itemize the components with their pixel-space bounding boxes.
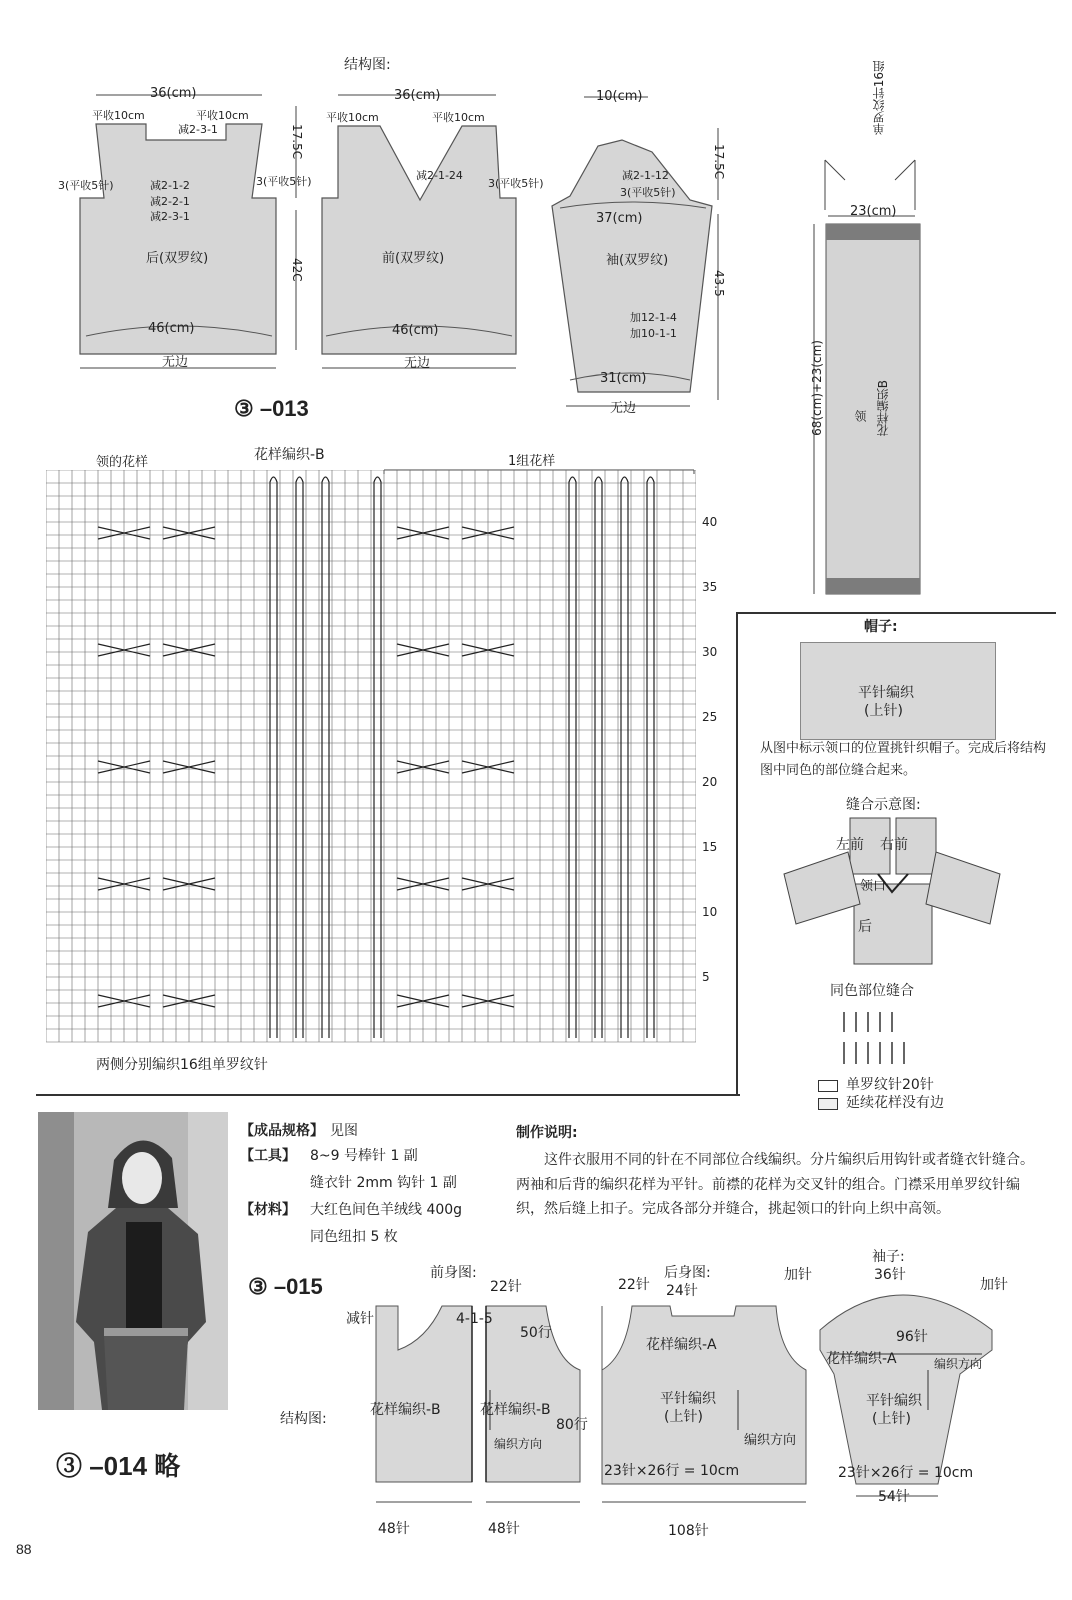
front015-bottom-right: 48针 bbox=[488, 1521, 520, 1537]
seam-diagram-title: 缝合示意图: bbox=[846, 797, 921, 813]
back-neck-dec: 减2-3-1 bbox=[178, 123, 218, 136]
chart-row-number: 35 bbox=[702, 580, 718, 594]
front015-dec-detail: 4-1-5 bbox=[456, 1311, 493, 1327]
seam-back-label: 后 bbox=[858, 919, 872, 935]
seam-left-sleeve bbox=[784, 852, 860, 924]
size-label: 【成品规格】 bbox=[240, 1123, 324, 1139]
back-armhole-height: 17.5C bbox=[290, 124, 304, 160]
back-piece-shape bbox=[80, 124, 276, 354]
collar-label-1: 领 bbox=[853, 410, 867, 422]
model-photo bbox=[38, 1112, 228, 1410]
sleeve-underarm: 3(平收5针) bbox=[620, 186, 676, 199]
back015-top-left: 22针 bbox=[618, 1277, 650, 1293]
sleeve-inc2: 加10-1-1 bbox=[630, 327, 677, 340]
back-edge: 无边 bbox=[162, 355, 189, 370]
sleeve015-plain-2: (上针) bbox=[872, 1411, 911, 1427]
seam-right-front-label: 右前 bbox=[880, 837, 908, 853]
front015-title: 前身图: bbox=[430, 1265, 477, 1281]
structure-label-015: 结构图: bbox=[280, 1411, 327, 1427]
sleeve-label: 袖(双罗纹) bbox=[606, 253, 669, 268]
instructions-title: 制作说明: bbox=[516, 1125, 578, 1141]
back-label: 后(双罗纹) bbox=[146, 251, 209, 266]
material-value-2: 同色纽扣 5 枚 bbox=[310, 1229, 398, 1245]
back-bottom-width: 46(cm) bbox=[148, 321, 195, 336]
section-divider-vertical bbox=[736, 612, 738, 1096]
sleeve015-width: 96针 bbox=[896, 1329, 928, 1345]
collar-width: 23(cm) bbox=[850, 204, 897, 219]
front015-bottom-left: 48针 bbox=[378, 1521, 410, 1537]
back015-plain-1: 平针编织 bbox=[660, 1391, 716, 1407]
front015-height: 80行 bbox=[556, 1417, 588, 1433]
seam-neckline-label: 领口 bbox=[860, 879, 887, 894]
chart-right-label: 1组花样 bbox=[508, 454, 556, 469]
back015-bottom: 108针 bbox=[668, 1523, 709, 1539]
chart-row-number: 20 bbox=[702, 775, 718, 789]
collar-note: 单罗纹针16组 bbox=[872, 60, 886, 136]
stitch-chart-grid bbox=[46, 470, 696, 1050]
sleeve015-bottom: 54针 bbox=[878, 1489, 910, 1505]
back015-top: 24针 bbox=[666, 1283, 698, 1299]
collar-label-2: 花样编织B bbox=[876, 380, 890, 437]
sleeve015-top: 36针 bbox=[874, 1267, 906, 1283]
size-value: 见图 bbox=[330, 1123, 358, 1139]
back015-pattern: 花样编织-A bbox=[646, 1337, 717, 1353]
structure-title-013: 结构图: bbox=[344, 57, 391, 73]
legend-box-2 bbox=[818, 1098, 838, 1110]
back-dec1: 减2-1-2 bbox=[150, 179, 190, 192]
front015-right-label: 花样编织-B bbox=[480, 1402, 551, 1418]
chart-left-label: 领的花样 bbox=[96, 455, 149, 470]
sleeve015-direction: 编织方向 bbox=[934, 1357, 983, 1371]
front-top-width: 36(cm) bbox=[394, 88, 441, 103]
pattern-code-014: ③ –014 略 bbox=[56, 1451, 181, 1481]
front015-dec-label: 减针 bbox=[346, 1311, 374, 1327]
front015-rows: 50行 bbox=[520, 1325, 552, 1341]
back-underarm: 3(平收5针) bbox=[58, 179, 114, 192]
sleeve-top-width: 10(cm) bbox=[596, 89, 643, 104]
sleeve-015-shape bbox=[820, 1295, 992, 1484]
model-figure bbox=[38, 1112, 228, 1410]
front-edge: 无边 bbox=[404, 356, 431, 371]
seam-right-sleeve bbox=[926, 852, 1000, 924]
seam-diagram bbox=[778, 812, 1008, 972]
legend-box-1 bbox=[818, 1080, 838, 1092]
same-color-marks bbox=[840, 1008, 920, 1068]
back-dec3: 减2-3-1 bbox=[150, 210, 190, 223]
material-label: 【材料】 bbox=[240, 1202, 296, 1218]
chart-title: 花样编织-B bbox=[254, 447, 325, 463]
chart-bottom-note: 两侧分别编织16组单罗纹针 bbox=[96, 1057, 268, 1073]
sleeve015-pattern: 花样编织-A bbox=[826, 1351, 897, 1367]
sleeve015-plain-1: 平针编织 bbox=[866, 1393, 922, 1409]
sleeve-width: 37(cm) bbox=[596, 211, 643, 226]
front015-top: 22针 bbox=[490, 1279, 522, 1295]
sleeve015-gauge: 23针×26行 = 10cm bbox=[838, 1465, 974, 1481]
back-dec2: 减2-2-1 bbox=[150, 195, 190, 208]
hood-panel-label-1: 平针编织 bbox=[858, 685, 914, 701]
back-bind-off-right: 平收10cm bbox=[196, 109, 249, 122]
material-value-1: 大红色间色羊绒线 400g bbox=[310, 1202, 463, 1218]
back-bind-off-left: 平收10cm bbox=[92, 109, 145, 122]
page-number: 88 bbox=[16, 1541, 32, 1557]
chart-row-number: 5 bbox=[702, 970, 710, 984]
structure-diagram-013 bbox=[0, 0, 760, 420]
tools-label: 【工具】 bbox=[240, 1148, 296, 1164]
hood-panel-label-2: (上针) bbox=[864, 703, 903, 719]
back-top-width: 36(cm) bbox=[150, 86, 197, 101]
sleeve-dec: 减2-1-12 bbox=[622, 169, 669, 182]
sleeve-inc1: 加12-1-4 bbox=[630, 311, 677, 324]
collar-length: 68(cm)+23(cm) bbox=[810, 340, 824, 436]
chart-row-number: 40 bbox=[702, 515, 718, 529]
section-divider-top bbox=[736, 612, 1056, 614]
front015-left-label: 花样编织-B bbox=[370, 1402, 441, 1418]
front-underarm-right: 3(平收5针) bbox=[488, 177, 544, 190]
tools-value-1: 8~9 号棒针 1 副 bbox=[310, 1148, 418, 1164]
front015-direction: 编织方向 bbox=[494, 1437, 543, 1451]
instructions-text: 这件衣服用不同的针在不同部位合线编织。分片编织后用钩针或者缝衣针缝合。两袖和后背的编织花样为平针。前襟的花样为交叉针的组合。门襟采用单罗纹针编织，然后缝上扣子。完成各部分并缝合，挑起领口的针向上织中高领。 bbox=[516, 1152, 1034, 1217]
collar-top-band bbox=[826, 224, 920, 240]
front-left-shape bbox=[376, 1306, 472, 1482]
front-underarm-left: 3(平收5针) bbox=[256, 175, 312, 188]
legend-2: 延续花样没有边 bbox=[846, 1095, 944, 1111]
legend-1: 单罗纹针20针 bbox=[846, 1077, 934, 1093]
seam-left-front-label: 左前 bbox=[836, 837, 864, 853]
back015-gauge: 23针×26行 = 10cm bbox=[604, 1463, 740, 1479]
back015-direction: 编织方向 bbox=[744, 1433, 797, 1448]
back015-title: 后身图: bbox=[664, 1265, 711, 1281]
collar-panel bbox=[826, 224, 920, 594]
chart-row-number: 30 bbox=[702, 645, 718, 659]
chart-row-number: 10 bbox=[702, 905, 718, 919]
section-divider-horizontal bbox=[36, 1094, 740, 1096]
pattern-code-013: ③ –013 bbox=[234, 396, 309, 421]
front-bind-off-left: 平收10cm bbox=[326, 111, 379, 124]
front-bind-off-right: 平收10cm bbox=[432, 111, 485, 124]
sleeve-edge: 无边 bbox=[610, 401, 637, 416]
front-label: 前(双罗纹) bbox=[382, 251, 445, 266]
chart-row-number: 25 bbox=[702, 710, 718, 724]
hood-title: 帽子: bbox=[864, 619, 898, 635]
same-color-label: 同色部位缝合 bbox=[830, 983, 914, 999]
sleeve015-inc-right: 加针 bbox=[980, 1277, 1008, 1293]
sleeve-cap-height: 17.5C bbox=[712, 144, 726, 180]
back015-plain-2: (上针) bbox=[664, 1409, 703, 1425]
front-neck-dec: 减2-1-24 bbox=[416, 169, 463, 182]
tools-value-2: 缝衣针 2mm 钩针 1 副 bbox=[310, 1175, 457, 1191]
sleeve015-title: 袖子: bbox=[872, 1249, 905, 1265]
front-bottom-width: 46(cm) bbox=[392, 323, 439, 338]
front-piece-shape bbox=[322, 126, 516, 354]
pattern-code-015: ③ –015 bbox=[248, 1274, 323, 1299]
hood-instructions: 从图中标示领口的位置挑针织帽子。完成后将结构图中同色的部位缝合起来。 bbox=[760, 741, 1047, 779]
sleeve-length: 43.5 bbox=[712, 270, 726, 297]
sleeve015-inc-left: 加针 bbox=[784, 1267, 812, 1283]
chart-row-number: 15 bbox=[702, 840, 718, 854]
collar-bottom-band bbox=[826, 578, 920, 594]
back-body-height: 42C bbox=[290, 258, 304, 282]
sleeve-bottom-width: 31(cm) bbox=[600, 371, 647, 386]
